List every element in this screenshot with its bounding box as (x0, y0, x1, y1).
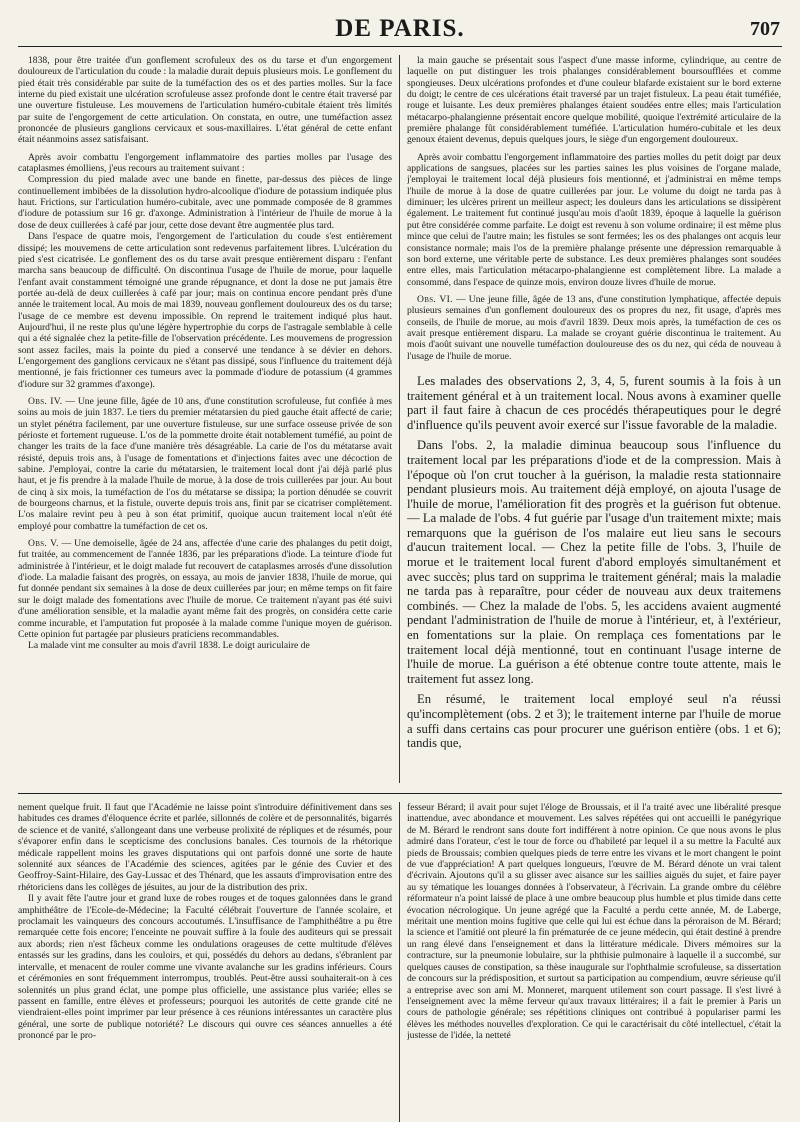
column-rule (399, 55, 400, 783)
section-divider (18, 793, 782, 794)
observation-text: — Une jeune fille, âgée de 10 ans, d'une constitution scrofuleuse, fut confiée à mes soins au mois de juin 1837. Le tiers du premier métatarsien du pied gauche était affecté de carie; un stylet pénétra facilement, par une ouverture fistuleuse, sur une surface osseuse privée de son périoste et fortement rugueuse. L'os de la pommette droite était notablement tuméfié, au point de changer les traits de la face d'une manière très désagréable. La carie de l'os du métatarse avait résisté, depuis trois ans, à l'usage de fomentations et d'injections faites avec une décoction de sabine. J'employai, contre la carie du métatarsien, le traitement local dont j'ai déjà parlé plus haut, et je fis prendre à la malade l'huile de morue, à la dose de trois cuillerées par jour. Au bout de cinq à six mois, la tuméfaction de l'os du métatarse se dissipa; la portion dénudée se couvrit de bourgeons charnus, et la fistule, ouverte depuis trois ans, finit par se cicatriser complètement. L'os malaire revint peu à peu à son état primitif, quoique aucun traitement local n'eût été employé pour combattre la tuméfaction de cet os. (18, 395, 392, 532)
observation-label: Obs. VI. (417, 293, 453, 305)
paragraph: Il y avait fête l'autre jour et grand luxe de robes rouges et de toques galonnées dans le grand amphithéâtre de l'Ecole-de-Médecine; la Faculté célébrait l'ouverture de l'année scolaire, et proclamait les vainqueurs des concours accoutumés. L'insuffisance de l'amphithéâtre a pu être remarquée cette fois encore; l'enceinte ne pouvait suffire à la foule des auditeurs qui se pressait aux abords; rien n'est fâcheux comme les ondulations orageuses de cette multitude d'élèves entassés sur les gradins, dans les couloirs, et qui, possédés du dehors au dedans, s'ébranlent par intervalle, et menacent de rouler comme une vivante avalanche sur les gradins inférieurs. Cours et cérémonies en sont fréquemment interrompus, troublés. Peut-être aussi souhaiterait-on à ces solennités un plus grand éclat, une pompe plus officielle, une assistance plus variée; elles se passent en famille, entre élèves et professeurs; pourquoi les autorités de cette grande cité ne viendraient-elles point imprimer par leur présence à ces réunions intéressantes un caractère plus général, une sorte de publique notoriété? Le discours qui ouvre ces séances annuelles a été prononcé par le pro- (18, 893, 392, 1042)
observation-label: Obs. V. (28, 538, 59, 550)
paragraph: Après avoir combattu l'engorgement inflammatoire des parties molles par l'usage des cataplasmes émolliens, j'eus recours au traitement suivant : (18, 151, 392, 175)
paragraph: 1838, pour être traitée d'un gonflement scrofuleux des os du tarse et d'un engorgement douloureux de l'articulation du coude : la maladie durait depuis plusieurs mois. Le gonflement du pied était très considérable par suite de la tuméfaction des os et des parties molles. Sur la face interne du pied existait une ulcération scrofuleuse assez profonde dont le centre était traversé par une ouverture fistuleuse. Les mouvemens de l'articulation huméro-cubitale étaient très limités par suite de l'engorgement de cette articulation. On constata, en outre, une tuméfaction assez prononcée de plusieurs ganglions cervicaux et sous-maxillaires. L'état général de cette enfant était néanmoins assez satisfaisant. (18, 55, 392, 146)
observation-paragraph (18, 396, 392, 532)
feuilleton-column-right (407, 802, 781, 1122)
column-rule (399, 802, 400, 1122)
paragraph: fesseur Bérard; il avait pour sujet l'éloge de Broussais, et il l'a traité avec une libéralité presque inattendue, avec abondance et mouvement. Les salves répétées qui ont accueilli le panégyrique de M. Bérard le rendront sans doute fort indifférent à notre opinion. Ce que nous avons le plus admiré dans l'orateur, c'est le tour de force ou d'habileté par lequel il a su mettre la Faculté aux pieds de Broussais; combien quelques pieds de terre entre les vivans et le mort changent le point de vue d'appréciation! A part quelques longueurs, l'œuvre de M. Bérard dénote un vrai talent d'écrivain. Ajoutons qu'il a su glisser avec aisance sur les saillies aiguës du sujet, et faire payer au sy tématique les louanges données à l'observateur, à l'écrivain. La grande ombre du célèbre réformateur n'a point laissé de place à une ombre beaucoup plus humble et plus timide dans cette évocation nécrologique. Un jeune agrégé que la Faculté a perdu cette année, M. de Laberge, méritait une mention moins fugitive que celle qui lui est échue dans la péroraison de M. Bérard; la science et l'amitié ont pleuré la fin prématurée de ce jeune médecin, qui était destiné à prendre un rang élevé dans l'enseignement et dans la littérature médicale. Divers mémoires sur la contracture, sur la pneumonie lobulaire, sur la phthisie pulmonaire à laquelle il a succombé, sur quelques causes de constipation, sa thèse inaugurale sur l'ophthalmie scrofuleuse, sa dissertation de concours sur la prédisposition, et surtout sa participation au compendium, œuvre sérieuse qu'il a entreprise avec son ami M. Monneret, marquent utilement son court passage. Il s'est livré à l'enseignement avec la même ferveur qu'aux travaux littéraires; il a fait le premier à Paris un cours de pathologie générale; ses répétitions cliniques ont contribué à populariser parmi les élèves les méthodes nouvelles d'exploration. Ce qui le caractérisait du côté intellectuel, c'était la justesse de l'idée, la netteté (407, 802, 781, 1042)
paragraph: Dans l'obs. 2, la maladie diminua beaucoup sous l'influence du traitement local par les préparations d'iode et de la compression. Mais à l'époque où l'on crut toucher à la guérison, la maladie resta stationnaire pendant plusieurs mois. Au traitement déjà employé, on ajouta l'usage de l'huile de morue, l'amélioration fit des progrès et la guérison fut obtenue. — La malade de l'obs. 4 fut guérie par l'usage d'un traitement mixte; mais remarquons que la guérison de l'os malaire eut lieu sans le secours d'aucun traitement local. — Chez la petite fille de l'obs. 3, l'huile de morue et le traitement local furent d'abord employés simultanément et avec succès; plus tard on supprima le traitement général; mais la maladie ne tarda pas à reparaître, pour céder de nouveau aux deux traitemens combinés. — Chez la malade de l'obs. 5, les accidens avaient augmenté pendant l'administration de l'huile de morue à l'intérieur, et, à l'extérieur, en fomentations sur la plaie. On remplaça ces fomentations par le traitement local déjà mentionné, tout en continuant l'usage interne de l'huile de morue. La guérison a été obtenue contre toute attente, mais le traitement fut assez long. (407, 438, 781, 686)
paragraph: Dans l'espace de quatre mois, l'engorgement de l'articulation du coude s'est entièrement dissipé; les mouvemens de cette articulation sont redevenus parfaitement libres. L'ulcération du pied s'est cicatrisée. Le gonflement des os du tarse avait presque entièrement disparu : l'enfant marcha sans beaucoup de difficulté. On discontinua l'usage de l'huile de morue, pour laquelle l'enfant avait constamment témoigné une grande répugnance, et dont la dose ne put jamais être portée au-delà de deux cuillerées à café par jour; mais on continua encore pendant près d'une année le traitement local. Au mois de mai 1839, nouveau gonflement douloureux des os du tarse; l'usage de ce membre est devenu impossible. On reprend le traitement indiqué plus haut. Aujourd'hui, il ne reste plus qu'une légère hypertrophie du corps de l'astragale semblable à celle qui a été signalée chez la petite-fille de l'observation précédente. Les mouvemens de progression sont assez faciles, mais la pointe du pied a conservé une tendance à se dévier en dehors. L'engorgement des ganglions cervicaux ne s'étant pas dissipé, sous l'influence du traitement déjà mentionné, je fais frictionner ces tumeurs avec la pommade d'iodure de potassium (4 grammes d'iodure sur 32 grammes d'axonge). (18, 231, 392, 390)
paragraph: Compression du pied malade avec une bande en finette, par-dessus des pièces de linge continuellement imbibées de la dissolution hydro-alcoolique d'iodure de potassium indiquée plus haut. Frictions, sur l'articulation huméro-cubitale, avec une pommade composée de 8 grammes d'iodure de potassium sur 16 gr. d'axonge. Administration à l'intérieur de l'huile de morue à la dose de deux cuillerées à café par jour, cette dose devant être augmentée plus tard. (18, 174, 392, 231)
feuilleton-section (18, 802, 782, 1122)
observation-paragraph (407, 294, 781, 362)
paragraph: La malade vint me consulter au mois d'avril 1838. Le doigt auriculaire de (28, 640, 310, 652)
paragraph: Après avoir combattu l'engorgement inflammatoire des parties molles du petit doigt par deux applications de sangsues, placées sur les parties saines les plus voisines de l'organe malade, j'employai le traitement local déjà plusieurs fois mentionné, et j'administrai en même temps l'huile de morue à la dose de quatre cuillerées par jour. Le volume du doigt ne tarda pas à diminuer; les ulcères prirent un meilleur aspect; les douleurs dans les articulations se dissipèrent également. Le traitement fut continué jusqu'au mois d'août 1839, époque à laquelle la guérison put être considérée comme parfaite. Le doigt est revenu à son volume ordinaire; il est même plus mince que celui de l'autre main; les fistules se sont fermées; les os des phalanges ont acquis leur consistance normale; mais l'os de la première phalange présente une dépression remarquable à son bord externe, une véritable perte de substance. Les deux premières phalanges sont soudées entre elles, mais l'articulation métacarpo-phalangienne est complètement libre. La malade a consommé, dans l'espace de quinze mois, environ douze livres d'huile de morue. (407, 151, 781, 288)
article-column-right (407, 55, 781, 783)
paragraph: Les malades des observations 2, 3, 4, 5, furent soumis à la fois à un traitement général et à un traitement local. Nous avons à examiner quelle part il faut faire à chacun de ces procédés thérapeutiques pour le degré d'influence qu'ils peuvent avoir exercé sur l'issue favorable de la maladie. (407, 373, 781, 432)
small-print-block (407, 55, 781, 362)
paragraph: En résumé, le traitement local employé seul n'a réussi qu'incomplètement (obs. 2 et 3); le traitement interne par l'huile de morue a suffi dans certains cas pour procurer une guérison entière (obs. 1 et 6); tandis que, (407, 692, 781, 751)
article-section (18, 55, 782, 783)
observation-text: — Une jeune fille, âgée de 13 ans, d'une constitution lymphatique, affectée depuis plusieurs semaines d'un gonflement douloureux des os propres du nez, fit usage, d'après mes conseils, de l'huile de morue, au mois d'avril 1839. Deux mois après, la tuméfaction de ces os avait presque entièrement disparu. La malade se croyant guérie discontinua le traitement. Au mois d'août suivant une nouvelle tuméfaction douloureuse des os du nez, qui céda de nouveau à l'usage de l'huile de morue. (407, 293, 781, 362)
article-column-left (18, 55, 392, 783)
observation-label: Obs. IV. (28, 395, 63, 407)
paragraph: nement quelque fruit. Il faut que l'Académie ne laisse point s'introduire définitivement dans ses habitudes ces drames d'éloquence écrite et parlée, sillonnés de colère et de personnalités, bigarrés de science et de vanité, s'allongeant dans une verbeuse prolixité de répliques et de résumés, pour s'évaporer enfin dans le scepticisme des conclusions banales. Ces tournois de la rhétorique médicale rappellent moins les graves disputations qui ont parfois donné une sorte de haute solennité aux séances de l'Académie des sciences, agitées par le génie des Cuvier et des Geoffroy-Saint-Hilaire, des Gay-Lussac et des Thénard, que les assauts d'improvisation entre des rhétoriciens dans les collèges de jésuites, au jour de la distribution des prix. (18, 802, 392, 893)
page-title: DE PARIS. (335, 15, 465, 42)
paragraph: la main gauche se présentait sous l'aspect d'une masse informe, cylindrique, au centre de laquelle on put distinguer les trois phalanges considérablement boursoufflées et comme spongieuses. Deux ulcérations profondes et d'une couleur blafarde existaient sur le bord externe du doigt; le centre de ces ulcérations était traversé par un trajet fistuleux. La peau était tuméfiée, rouge et luisante. Les deux premières phalanges étaient soudées entre elles; mais l'articulation métacarpo-phalangienne présentait encore quelque mobilité, quoique l'extrémité articulaire de la première phalange fût considérablement tuméfiée. L'articulation huméro-cubitale et les deux genoux étaient devenus, depuis quelques jours, le siège d'un engorgement douloureux. (407, 55, 781, 146)
page-header (18, 14, 782, 47)
page-number: 707 (750, 18, 780, 40)
large-print-block (407, 374, 781, 751)
feuilleton-column-left (18, 802, 392, 1122)
observation-paragraph (18, 538, 392, 640)
observation-text: — Une demoiselle, âgée de 24 ans, affectée d'une carie des phalanges du petit doigt, fut traitée, au commencement de l'année 1836, par les préparations d'iode. La teinture d'iode fut administrée à l'intérieur, et le doigt malade fut recouvert de cataplasmes arrosés d'une dissolution d'iode. La maladie faisant des progrès, on essaya, au mois de janvier 1838, l'huile de morue, qui fut donnée pendant six semaines à la dose de deux cuillerées par jour; en même temps on fit faire sur le doigt malade des fomentations avec l'huile de morue. Ce traitement n'ayant pas été suivi d'une amélioration sensible, et la maladie ayant même fait des progrès, on considéra cette carie comme incurable, et l'amputation fut proposée à la malade comme l'unique moyen de guérison. Cette opinion fut partagée par plusieurs praticiens recommandables. (18, 538, 392, 640)
